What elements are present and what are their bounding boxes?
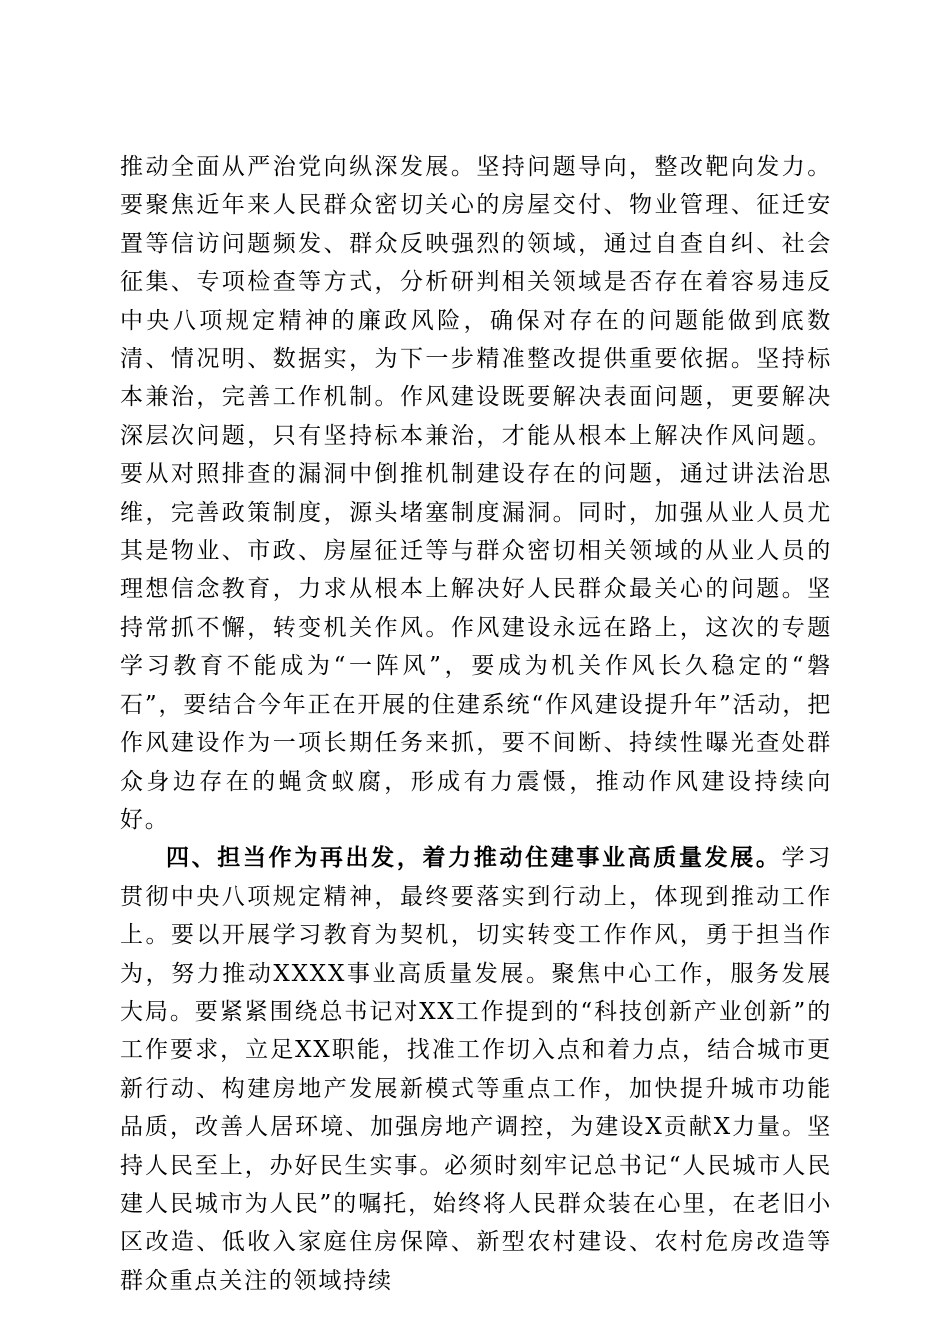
paragraph-text: 推动全面从严治党向纵深发展。坚持问题导向，整改靶向发力。要聚焦近年来人民群众密切关心的房屋交付、物业管理、征迁安置等信访问题频发、群众反映强烈的领域，通过自查自纠、社会征集、专项检查等方式，分析研判相关领域是否存在着容易违反中央八项规定精神的廉政风险，确保对存在的问题能做到底数清、情况明、数据实，为下一步精准整改提供重要依据。坚持标本兼治，完善工作机制。作风建设既要解决表面问题，更要解决深层次问题，只有坚持标本兼治，才能从根本上解决作风问题。要从对照排查的漏洞中倒推机制建设存在的问题，通过讲法治思维，完善政策制度，源头堵塞制度漏洞。同时，加强从业人员尤其是物业、市政、房屋征迁等与群众密切相关领域的从业人员的理想信念教育，力求从根本上解决好人民群众最关心的问题。坚持常抓不懈，转变机关作风。作风建设永远在路上，这次的专题学习教育不能成为“一阵风”，要成为机关作风长久稳定的“磐石”，要结合今年正在开展的住建系统“作风建设提升年”活动，把作风建设作为一项长期任务来抓，要不间断、持续性曝光查处群众身边存在的蝇贪蚁腐，形成有力震慑，推动作风建设持续向好。 <box>120 154 832 833</box>
section-heading: 四、担当作为再出发，着力推动住建事业高质量发展。 <box>166 844 782 872</box>
paragraph-continuation <box>120 148 832 839</box>
document-body <box>120 148 832 1300</box>
paragraph-text: 学习贯彻中央八项规定精神，最终要落实到行动上，体现到推动工作上。要以开展学习教育为契机，切实转变工作作风，勇于担当作为，努力推动XXXX事业高质量发展。聚焦中心工作，服务发展大局。要紧紧围绕总书记对XX工作提到的“科技创新产业创新”的工作要求，立足XX职能，找准工作切入点和着力点，结合城市更新行动、构建房地产发展新模式等重点工作，加快提升城市功能品质，改善人居环境、加强房地产调控，为建设X贡献X力量。坚持人民至上，办好民生实事。必须时刻牢记总书记“人民城市人民建人民城市为人民”的嘱托，始终将人民群众装在心里，在老旧小区改造、低收入家庭住房保障、新型农村建设、农村危房改造等群众重点关注的领域持续 <box>120 845 832 1294</box>
paragraph-section-four <box>120 839 832 1300</box>
